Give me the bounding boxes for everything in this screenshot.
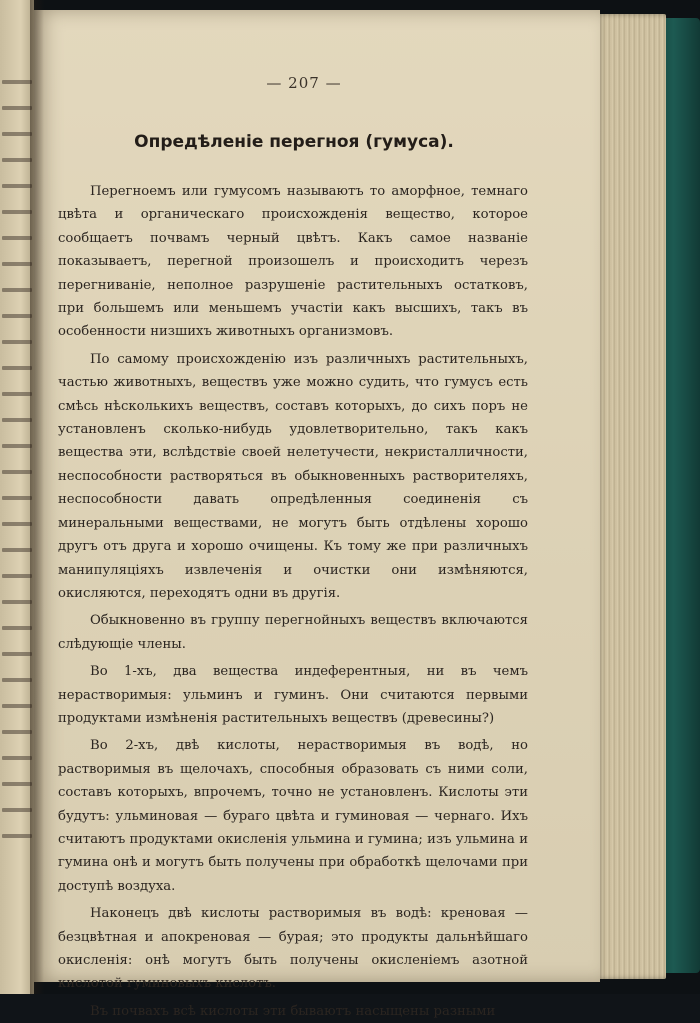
page-body (58, 180, 528, 1023)
paragraph: Наконецъ двѣ кислоты растворимыя въ водѣ: креновая — безцвѣтная и апокреновая — бурая; это продукты дальнѣйшаго окисленія: онѣ могутъ быть получены окисленіемъ азотной кислотой гуминовыхъ кислотъ. (58, 906, 528, 992)
left-page-fragment (0, 0, 34, 994)
left-page-text-fragments (2, 80, 32, 860)
paragraph: Въ почвахъ всѣ кислоты эти бываютъ насыщены разными (90, 1003, 496, 1019)
book-gutter-shadow (30, 0, 44, 994)
paragraph: Перегноемъ или гумусомъ называютъ то аморфное, темнаго цвѣта и органическаго происхожденія вещество, которое сообщаетъ почвамъ черный цвѣтъ. Какъ самое названіе показываетъ, перегной произошелъ и происходитъ черезъ перегниваніе, неполное разрушеніе растительныхъ остатковъ, при большемъ или меньшемъ участіи какъ высшихъ, такъ въ особенности низшихъ животныхъ организмовъ. (58, 184, 528, 340)
paragraph: Во 1-хъ, два вещества индеферентныя, ни въ чемъ нерастворимыя: ульминъ и гуминъ. Они считаются первыми продуктами измѣненія растительныхъ веществъ (древесины?) (58, 664, 528, 726)
book-page (34, 10, 600, 1019)
section-heading: Опредѣленіе перегноя (гумуса). (134, 132, 454, 152)
page-edges (596, 14, 666, 979)
paragraph: Во 2-хъ, двѣ кислоты, нерастворимыя въ водѣ, но растворимыя въ щелочахъ, способныя образовать съ ними соли, составъ которыхъ, впрочемъ, точно не установленъ. Кислоты эти будутъ: ульминовая — бураго цвѣта и гуминовая — чернаго. Ихъ считаютъ продуктами окисленія ульмина и гумина; изъ ульмина и гумина онѣ и могутъ быть получены при обработкѣ щелочами при доступѣ воздуха. (58, 738, 528, 894)
paragraph: По самому происхожденію изъ различныхъ растительныхъ, частью животныхъ, веществъ уже можно судить, что гумусъ есть смѣсь нѣсколькихъ веществъ, составъ которыхъ, до сихъ поръ не установленъ сколько-нибудь удовлетворительно, такъ какъ вещества эти, вслѣдствіе своей нелетучести, некристалличности, неспособности растворяться въ обыкновенныхъ растворителяхъ, неспособности давать опредѣленныя соединенія съ минеральными веществами, не могутъ быть отдѣлены хорошо другъ отъ друга и хорошо очищены. Къ тому же при различныхъ манипуляціяхъ извлеченія и очистки они измѣняются, окисляются, переходятъ одни въ другія. (58, 351, 528, 601)
page-number: — 207 — (266, 74, 342, 92)
paragraph: Обыкновенно въ группу перегнойныхъ веществъ включаются слѣдующіе члены. (58, 613, 528, 652)
